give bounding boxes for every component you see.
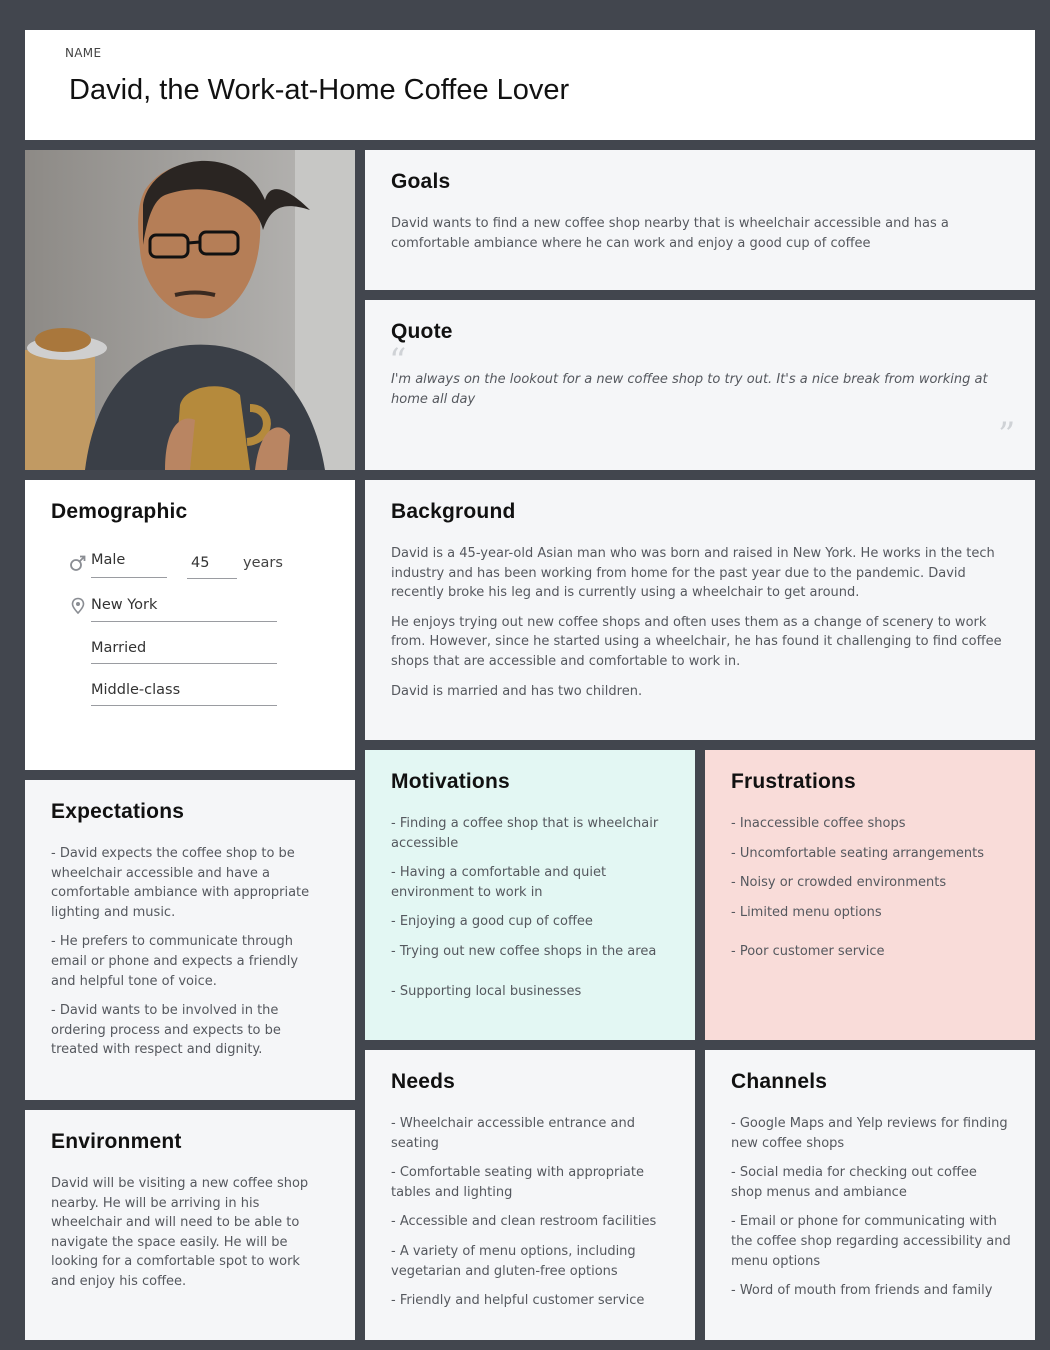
expectations-card	[25, 780, 355, 1100]
male-symbol-icon	[69, 554, 87, 572]
quote-card	[365, 300, 1035, 470]
open-quote-icon: “	[389, 341, 407, 381]
frustrations-list	[731, 814, 1011, 972]
background-card	[365, 480, 1035, 740]
list-item: - Enjoying a good cup of coffee	[391, 914, 593, 930]
location-pin-icon	[69, 597, 87, 615]
list-item: - Social media for checking out coffee shop menus and ambiance	[731, 1165, 977, 1200]
list-item: - Email or phone for communicating with the coffee shop regarding accessibility and menu options	[731, 1214, 1011, 1269]
list-item: - He prefers to communicate through email or phone and expects a friendly and helpful tone of voice.	[51, 934, 299, 989]
list-item: - Word of mouth from friends and family	[731, 1283, 993, 1299]
goals-heading: Goals	[391, 170, 451, 193]
persona-photo	[25, 150, 355, 470]
background-paragraph: He enjoys trying out new coffee shops and often uses them as a change of scenery to work from. However, since he started using a wheelchair, he has found it challenging to find coffee shops that are accessible and comfortable to work in.	[391, 614, 1002, 669]
motivations-list	[391, 814, 671, 1011]
list-item: - Having a comfortable and quiet environment to work in	[391, 865, 607, 900]
list-item: - Google Maps and Yelp reviews for finding new coffee shops	[731, 1116, 1008, 1151]
close-quote-icon: ”	[998, 415, 1016, 455]
persona-title: David, the Work-at-Home Coffee Lover	[69, 74, 570, 106]
channels-list	[731, 1114, 1011, 1311]
demographic-card	[25, 480, 355, 770]
background-heading: Background	[391, 500, 516, 523]
quote-heading: Quote	[391, 320, 453, 343]
location-field[interactable]: New York	[91, 597, 277, 622]
goals-text: David wants to find a new coffee shop nearby that is wheelchair accessible and has a comfortable ambiance where he can work and enjoy a good cup of coffee	[391, 216, 949, 251]
list-item: - A variety of menu options, including vegetarian and gluten-free options	[391, 1243, 636, 1279]
quote-text: I'm always on the lookout for a new coffee shop to try out. It's a nice break from working at home all day	[391, 372, 988, 407]
channels-card	[705, 1050, 1035, 1340]
needs-card	[365, 1050, 695, 1340]
motivations-card	[365, 750, 695, 1040]
list-item: - David expects the coffee shop to be wheelchair accessible and have a comfortable ambiance with appropriate lighting and music.	[51, 846, 310, 920]
list-item: - Trying out new coffee shops in the area	[391, 943, 657, 959]
list-item: - David wants to be involved in the ordering process and expects to be treated with respect and dignity.	[51, 1003, 281, 1058]
list-item: - Wheelchair accessible entrance and seating	[391, 1116, 635, 1151]
frustrations-card	[705, 750, 1035, 1040]
marital-status-field[interactable]: Married	[91, 640, 277, 664]
list-item: - Comfortable seating with appropriate tables and lighting	[391, 1165, 644, 1200]
list-item: - Finding a coffee shop that is wheelchair accessible	[391, 816, 659, 851]
persona-header	[25, 30, 1035, 140]
environment-heading: Environment	[51, 1130, 182, 1153]
gender-field[interactable]: Male	[91, 552, 167, 578]
expectations-list	[51, 844, 325, 1070]
environment-card	[25, 1110, 355, 1340]
list-item: - Inaccessible coffee shops	[731, 816, 906, 831]
frustrations-heading: Frustrations	[731, 770, 856, 793]
list-item: - Accessible and clean restroom facilities	[391, 1214, 657, 1230]
environment-text: David will be visiting a new coffee shop nearby. He will be arriving in his wheelchair and will need to be able to navigate the space easily. He will be looking for a comfortable spot to work and enjoy his coffee.	[51, 1176, 309, 1289]
social-class-field[interactable]: Middle-class	[91, 682, 277, 706]
background-paragraph: David is a 45-year-old Asian man who was born and raised in New York. He works in the tech industry and has been working from home for the past year due to the pandemic. David recently broke his leg and is currently using a wheelchair to get around.	[391, 546, 995, 601]
list-item: - Limited menu options	[731, 904, 882, 920]
needs-heading: Needs	[391, 1070, 456, 1093]
list-item: - Poor customer service	[731, 944, 885, 960]
goals-card	[365, 150, 1035, 290]
age-unit-label: years	[243, 555, 283, 571]
list-item: - Noisy or crowded environments	[731, 875, 947, 891]
list-item: - Uncomfortable seating arrangements	[731, 845, 984, 861]
list-item: - Supporting local businesses	[391, 983, 582, 999]
persona-photo-illustration	[25, 150, 355, 470]
name-label: NAME	[65, 46, 102, 60]
demographic-heading: Demographic	[51, 500, 188, 523]
channels-heading: Channels	[731, 1070, 828, 1093]
age-field[interactable]: 45	[187, 555, 237, 579]
expectations-heading: Expectations	[51, 800, 185, 823]
list-item: - Friendly and helpful customer service	[391, 1293, 645, 1309]
needs-list	[391, 1114, 671, 1321]
motivations-heading: Motivations	[391, 770, 510, 793]
background-paragraph: David is married and has two children.	[391, 683, 643, 699]
background-text	[391, 544, 1009, 711]
